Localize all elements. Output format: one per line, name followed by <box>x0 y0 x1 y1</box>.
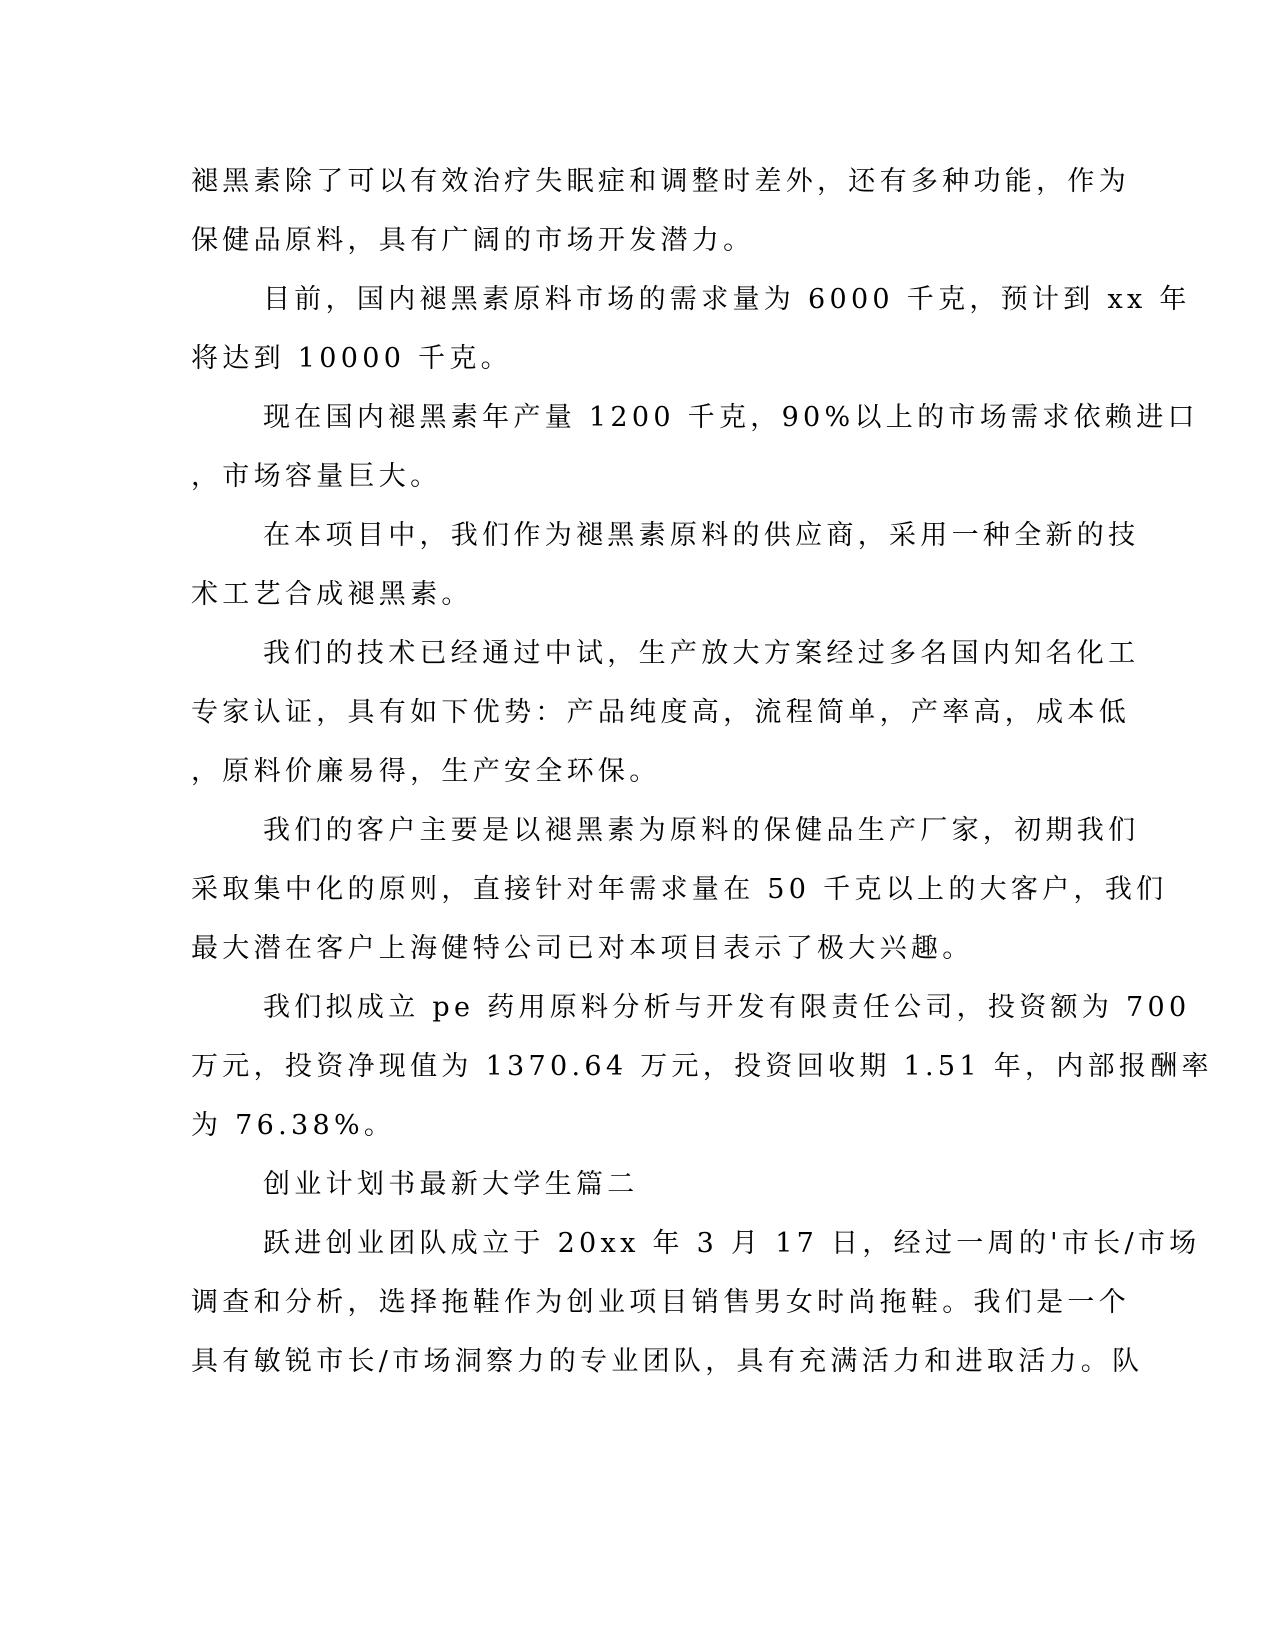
text-line: ，原料价廉易得，生产安全环保。 <box>191 756 661 787</box>
text-line: 术工艺合成褪黑素。 <box>191 579 473 610</box>
text-line: 采取集中化的原则，直接针对年需求量在 50 千克以上的大客户，我们 <box>191 874 1168 905</box>
text-line: 最大潜在客户上海健特公司已对本项目表示了极大兴趣。 <box>191 933 974 964</box>
text-line: 在本项目中，我们作为褪黑素原料的供应商，采用一种全新的技 <box>263 520 1140 551</box>
text-line: 万元，投资净现值为 1370.64 万元，投资回收期 1.51 年，内部报酬率 <box>191 1051 1213 1082</box>
text-line: 具有敏锐市长/市场洞察力的专业团队，具有充满活力和进取活力。队 <box>191 1346 1144 1377</box>
text-line: 专家认证，具有如下优势：产品纯度高，流程简单，产率高，成本低 <box>191 697 1130 728</box>
text-line: 褪黑素除了可以有效治疗失眠症和调整时差外，还有多种功能，作为 <box>191 166 1130 197</box>
section-heading: 创业计划书最新大学生篇二 <box>263 1169 639 1200</box>
text-line: 为 76.38%。 <box>191 1110 396 1141</box>
text-line: 现在国内褪黑素年产量 1200 千克，90%以上的市场需求依赖进口 <box>263 402 1199 433</box>
text-line: 我们的客户主要是以褪黑素为原料的保健品生产厂家，初期我们 <box>263 815 1140 846</box>
text-line: 我们拟成立 pe 药用原料分析与开发有限责任公司，投资额为 700 <box>263 992 1191 1023</box>
text-line: 跃进创业团队成立于 20xx 年 3 月 17 日，经过一周的'市长/市场 <box>263 1228 1201 1259</box>
text-line: 将达到 10000 千克。 <box>191 343 512 374</box>
text-line: ，市场容量巨大。 <box>191 461 442 492</box>
text-line: 调查和分析，选择拖鞋作为创业项目销售男女时尚拖鞋。我们是一个 <box>191 1287 1130 1318</box>
text-line: 我们的技术已经通过中试，生产放大方案经过多名国内知名化工 <box>263 638 1140 669</box>
text-line: 目前，国内褪黑素原料市场的需求量为 6000 千克，预计到 xx 年 <box>263 284 1191 315</box>
text-line: 保健品原料，具有广阔的市场开发潜力。 <box>191 225 755 256</box>
